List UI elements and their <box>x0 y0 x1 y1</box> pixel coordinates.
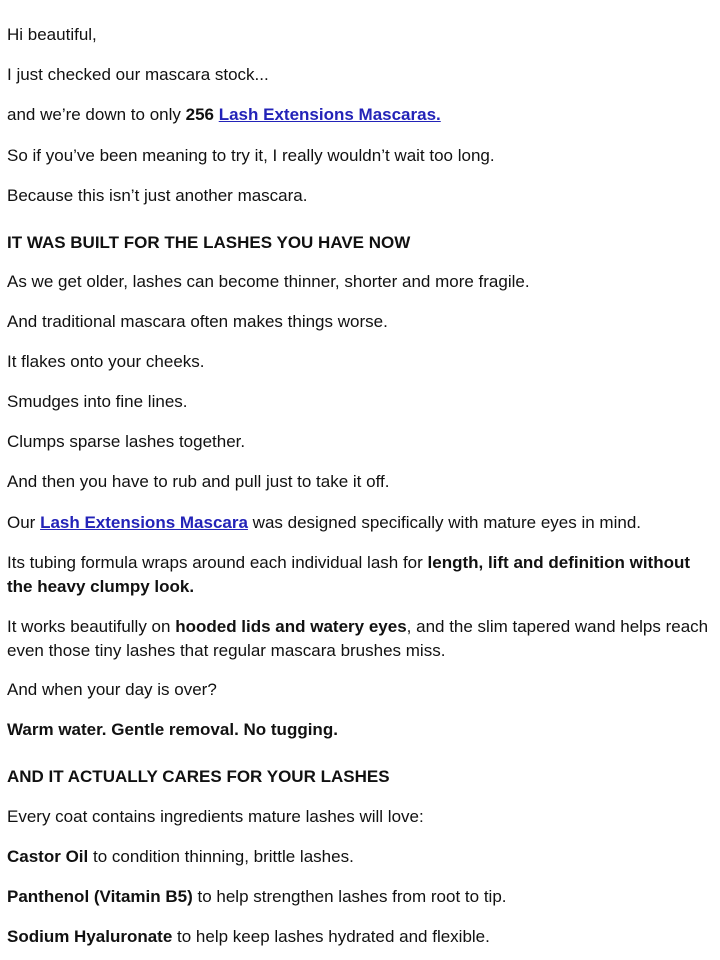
greeting: Hi beautiful, <box>7 25 97 44</box>
paragraph-not-another-mascara: Because this isn’t just another mascara. <box>7 186 308 205</box>
lash-extensions-mascaras-link[interactable]: Lash Extensions Mascaras. <box>218 105 441 124</box>
ingredient-panthenol <box>7 885 712 909</box>
works-text-start: It works beautifully on <box>7 617 176 636</box>
paragraph-smudges: Smudges into fine lines. <box>7 392 188 411</box>
tubing-text: Its tubing formula wraps around each individual lash for <box>7 553 428 572</box>
paragraph-warm-water: Warm water. Gentle removal. No tugging. <box>7 720 338 739</box>
paragraph-tubing-formula <box>7 551 712 599</box>
ingredient-sodium-hyaluronate <box>7 925 712 949</box>
designed-text-start: Our <box>7 513 41 532</box>
paragraph-clumps: Clumps sparse lashes together. <box>7 432 246 451</box>
ingredient-name: Panthenol (Vitamin B5) <box>7 887 193 906</box>
paragraph-rub-and-pull: And then you have to rub and pull just to take it off. <box>7 472 390 491</box>
ingredient-description: to condition thinning, brittle lashes. <box>88 847 354 866</box>
paragraph-traditional-mascara: And traditional mascara often makes things worse. <box>7 312 388 331</box>
stock-text: and we’re down to only <box>7 105 186 124</box>
paragraph-stock-count <box>7 103 712 127</box>
tubing-benefits: length, lift and definition without the heavy clumpy look. <box>7 553 691 596</box>
ingredient-name: Sodium Hyaluronate <box>7 927 173 946</box>
ingredient-name: Castor Oil <box>7 847 89 866</box>
paragraph-day-over: And when your day is over? <box>7 680 217 699</box>
paragraph-dont-wait: So if you’ve been meaning to try it, I really wouldn’t wait too long. <box>7 146 495 165</box>
section-heading-cares-for-lashes: AND IT ACTUALLY CARES FOR YOUR LASHES <box>7 767 390 786</box>
works-highlight: hooded lids and watery eyes <box>175 617 407 636</box>
paragraph-flakes: It flakes onto your cheeks. <box>7 352 205 371</box>
lash-extensions-mascara-link[interactable]: Lash Extensions Mascara <box>40 513 248 532</box>
paragraph-getting-older: As we get older, lashes can become thinner, shorter and more fragile. <box>7 272 530 291</box>
stock-count: 256 <box>185 105 214 124</box>
ingredient-description: to help keep lashes hydrated and flexible. <box>172 927 490 946</box>
designed-text-end: was designed specifically with mature eyes in mind. <box>247 513 642 532</box>
ingredient-description: to help strengthen lashes from root to tip. <box>192 887 507 906</box>
ingredient-castor-oil <box>7 845 712 869</box>
paragraph-designed-for-mature-eyes <box>7 511 712 535</box>
paragraph-every-coat: Every coat contains ingredients mature lashes will love: <box>7 807 424 826</box>
works-text-end: , and the slim tapered wand helps reach even those tiny lashes that regular mascara brushes miss. <box>7 617 709 660</box>
paragraph-stock-check: I just checked our mascara stock... <box>7 65 269 84</box>
section-heading-built-for-lashes: IT WAS BUILT FOR THE LASHES YOU HAVE NOW <box>7 233 411 252</box>
paragraph-works-beautifully <box>7 615 712 663</box>
